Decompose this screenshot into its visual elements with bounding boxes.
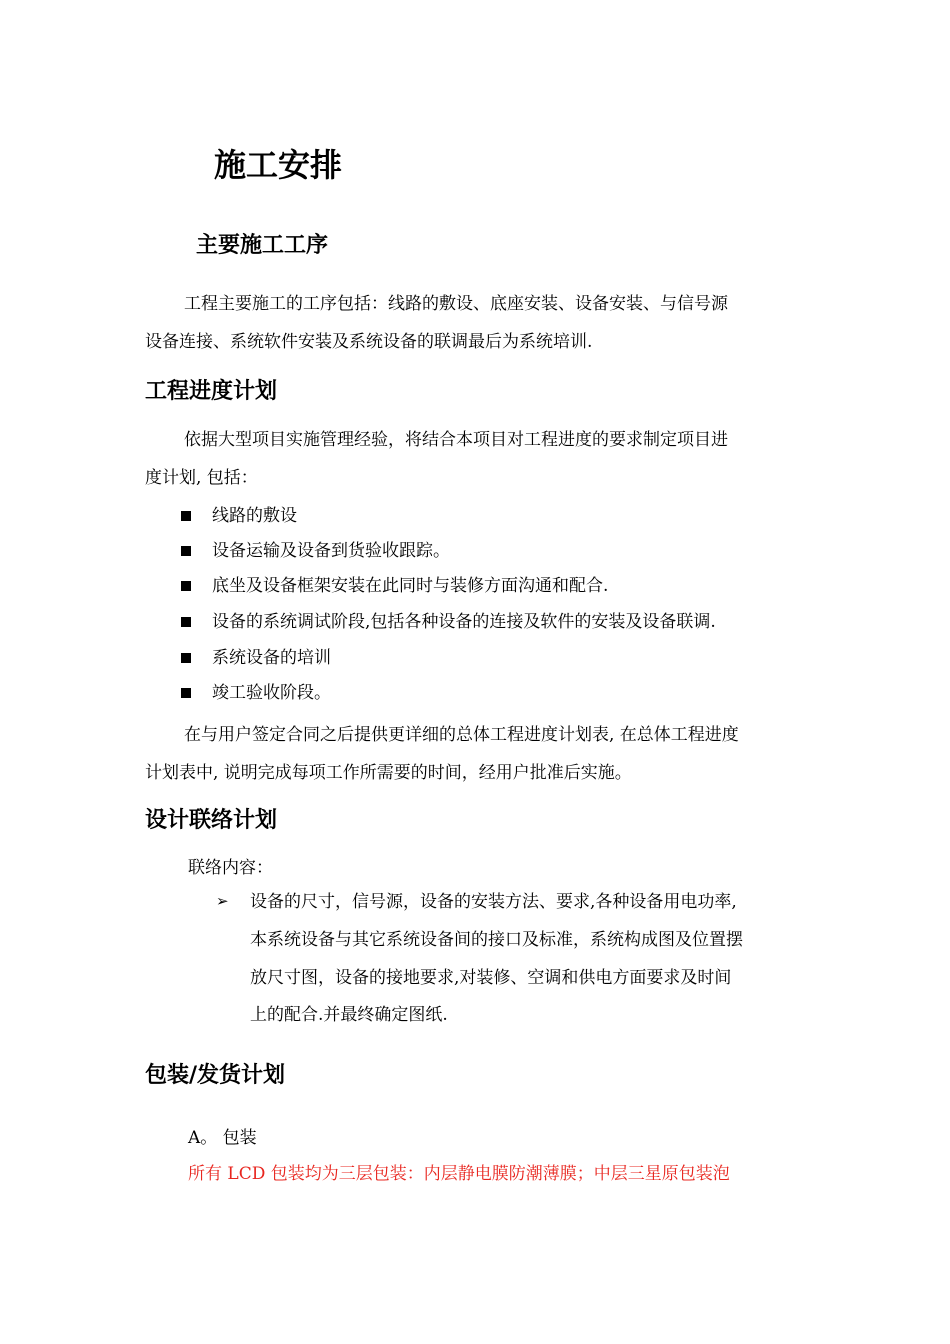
arrow-bullet-icon: ➢ [216,892,229,910]
design-item-line2: 本系统设备与其它系统设备间的接口及标准，系统构成图及位置摆 [250,930,743,950]
procedures-para-line1: 工程主要施工的工序包括：线路的敷设、底座安装、设备安装、与信号源 [184,294,728,314]
square-bullet-icon [181,688,191,698]
square-bullet-icon [181,617,191,627]
list-item-text: 底坐及设备框架安装在此同时与装修方面沟通和配合. [212,576,609,596]
packing-heading: 包装/发货计划 [145,1063,286,1088]
design-item-line3: 放尺寸图，设备的接地要求,对装修、空调和供电方面要求及时间 [250,968,732,988]
square-bullet-icon [181,653,191,663]
schedule-closing-line1: 在与用户签定合同之后提供更详细的总体工程进度计划表, 在总体工程进度 [184,725,739,745]
list-item-text: 系统设备的培训 [212,648,331,668]
design-label: 联络内容： [188,858,273,878]
procedures-heading: 主要施工工序 [196,233,329,258]
schedule-intro-line2: 度计划, 包括： [145,468,258,488]
design-heading: 设计联络计划 [145,808,278,833]
packing-red-line: 所有 LCD 包装均为三层包装：内层静电膜防潮薄膜；中层三星原包装泡 [188,1164,730,1184]
list-item-text: 设备运输及设备到货验收跟踪。 [212,541,450,561]
list-item-text: 设备的系统调试阶段,包括各种设备的连接及软件的安装及设备联调. [212,612,716,632]
square-bullet-icon [181,581,191,591]
list-item-text: 线路的敷设 [212,506,297,526]
list-item-text: 竣工验收阶段。 [212,683,331,703]
procedures-para-line2: 设备连接、系统软件安装及系统设备的联调最后为系统培训. [145,332,593,352]
packing-sub-label: A。 包装 [188,1128,257,1148]
page-title: 施工安排 [214,146,343,184]
design-item-line1: 设备的尺寸，信号源，设备的安装方法、要求,各种设备用电功率, [250,892,737,912]
schedule-closing-line2: 计划表中, 说明完成每项工作所需要的时间，经用户批准后实施。 [145,763,632,783]
design-item-line4: 上的配合.并最终确定图纸. [250,1005,448,1025]
schedule-heading: 工程进度计划 [145,379,278,404]
schedule-intro-line1: 依据大型项目实施管理经验，将结合本项目对工程进度的要求制定项目进 [184,430,728,450]
square-bullet-icon [181,511,191,521]
square-bullet-icon [181,546,191,556]
